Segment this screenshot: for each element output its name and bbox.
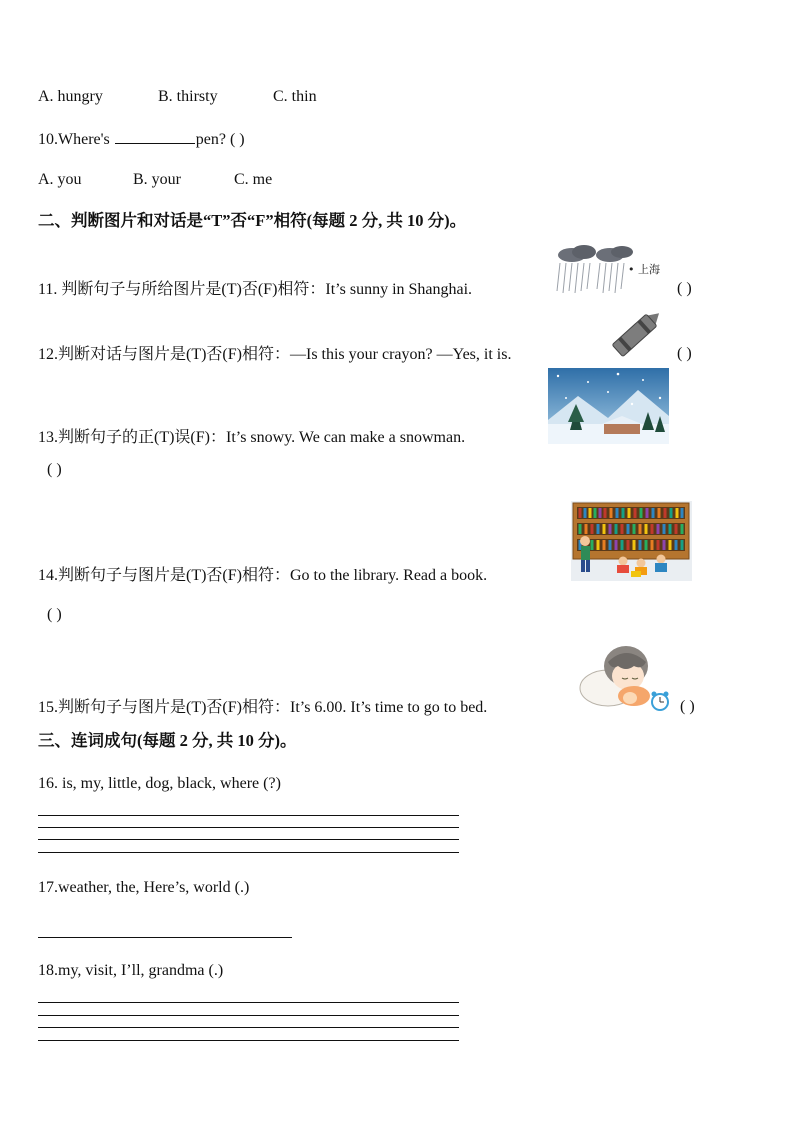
q15-answer-paren[interactable]: ( ) bbox=[680, 698, 695, 715]
q10-text-after: pen? ( ) bbox=[195, 131, 245, 148]
q14-text: 14.判断句子与图片是(T)否(F)相符：Go to the library. Read a book. bbox=[38, 567, 488, 584]
q16-text: 16. is, my, little, dog, black, where (?) bbox=[38, 775, 281, 792]
q10-option-a: A. you bbox=[38, 171, 82, 188]
q11-text: 11. 判断句子与所给图片是(T)否(F)相符：It’s sunny in Shanghai. bbox=[38, 281, 473, 298]
q14-answer-paren[interactable]: ( ) bbox=[47, 606, 62, 623]
q10-text-before: 10.Where's bbox=[38, 131, 114, 148]
q16-answer-line-4[interactable] bbox=[38, 852, 459, 853]
q18-answer-line-3[interactable] bbox=[38, 1027, 459, 1028]
crayon-image bbox=[608, 305, 664, 363]
q18-answer-line-1[interactable] bbox=[38, 1002, 459, 1003]
q10-question bbox=[38, 129, 245, 150]
q16-answer-line-2[interactable] bbox=[38, 827, 459, 828]
q18-text: 18.my, visit, I’ll, grandma (.) bbox=[38, 962, 224, 979]
q10-option-b: B. your bbox=[133, 171, 181, 188]
snowy-scene-image bbox=[548, 368, 669, 444]
q9-option-c: C. thin bbox=[273, 88, 317, 105]
q18-answer-line-4[interactable] bbox=[38, 1040, 459, 1041]
q10-blank[interactable] bbox=[115, 129, 195, 144]
q11-answer-paren[interactable]: ( ) bbox=[677, 280, 692, 297]
q11-pic-label: • 上海 bbox=[628, 263, 660, 276]
q9-option-a: A. hungry bbox=[38, 88, 103, 105]
q12-answer-paren[interactable]: ( ) bbox=[677, 345, 692, 362]
q18-answer-line-2[interactable] bbox=[38, 1015, 459, 1016]
q17-text: 17.weather, the, Here’s, world (.) bbox=[38, 879, 250, 896]
section3-title: 三、连词成句(每题 2 分, 共 10 分)。 bbox=[38, 731, 297, 750]
q15-text: 15.判断句子与图片是(T)否(F)相符：It’s 6.00. It’s time to go to bed. bbox=[38, 699, 488, 716]
q10-option-c: C. me bbox=[234, 171, 273, 188]
q17-answer-line[interactable] bbox=[38, 937, 292, 938]
rain-cloud-image bbox=[552, 243, 668, 295]
q16-answer-line-3[interactable] bbox=[38, 839, 459, 840]
section2-title: 二、判断图片和对话是“T”否“F”相符(每题 2 分, 共 10 分)。 bbox=[38, 211, 467, 230]
q13-answer-paren[interactable]: ( ) bbox=[47, 461, 62, 478]
q12-text: 12.判断对话与图片是(T)否(F)相符：—Is this your crayon? —Yes, it is. bbox=[38, 346, 512, 363]
sleeping-girl-image bbox=[578, 640, 674, 714]
q16-answer-line-1[interactable] bbox=[38, 815, 459, 816]
q9-option-b: B. thirsty bbox=[158, 88, 218, 105]
q13-text: 13.判断句子的正(T)误(F)：It’s snowy. We can make a snowman. bbox=[38, 429, 466, 446]
library-image bbox=[571, 501, 692, 581]
